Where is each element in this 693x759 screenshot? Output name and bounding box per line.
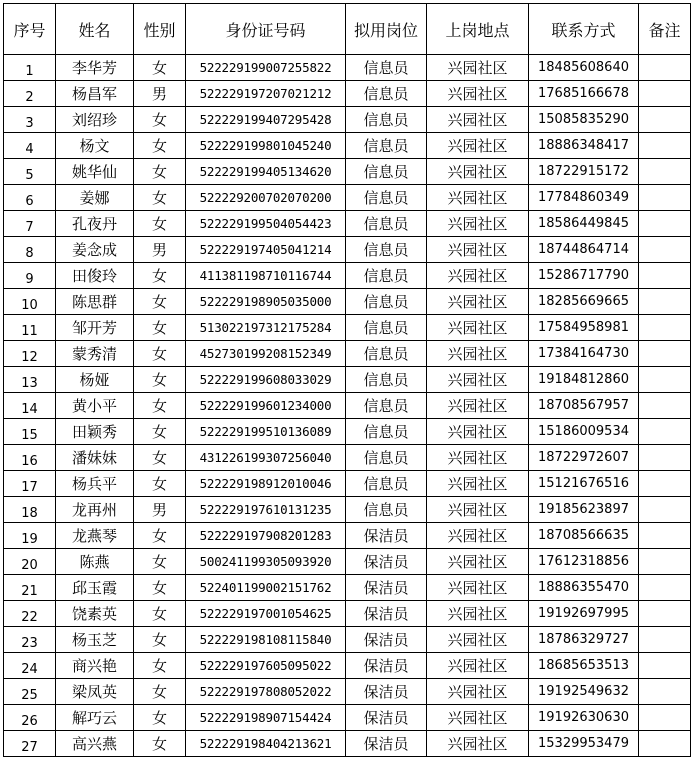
cell-place: 兴园社区 <box>427 289 529 315</box>
cell-name: 黄小平 <box>56 393 134 419</box>
cell-remarks <box>639 471 691 497</box>
cell-id-number: 500241199305093920 <box>186 549 346 575</box>
cell-index: 4 <box>4 133 56 159</box>
cell-gender: 女 <box>134 263 186 289</box>
cell-place: 兴园社区 <box>427 523 529 549</box>
cell-place: 兴园社区 <box>427 81 529 107</box>
cell-remarks <box>639 653 691 679</box>
cell-contact: 15286717790 <box>529 263 639 289</box>
cell-gender: 女 <box>134 159 186 185</box>
cell-place: 兴园社区 <box>427 627 529 653</box>
cell-gender: 女 <box>134 55 186 81</box>
cell-id-number: 522229199608033029 <box>186 367 346 393</box>
cell-place: 兴园社区 <box>427 211 529 237</box>
cell-contact: 15085835290 <box>529 107 639 133</box>
cell-gender: 女 <box>134 575 186 601</box>
cell-gender: 女 <box>134 549 186 575</box>
table-row <box>4 523 691 549</box>
cell-id-number: 522229197908201283 <box>186 523 346 549</box>
cell-index: 9 <box>4 263 56 289</box>
table-row <box>4 211 691 237</box>
table-row <box>4 601 691 627</box>
cell-gender: 女 <box>134 523 186 549</box>
cell-post: 保洁员 <box>346 653 427 679</box>
cell-index: 11 <box>4 315 56 341</box>
cell-gender: 女 <box>134 315 186 341</box>
cell-id-number: 522229199405134620 <box>186 159 346 185</box>
cell-remarks <box>639 133 691 159</box>
cell-gender: 女 <box>134 211 186 237</box>
cell-place: 兴园社区 <box>427 315 529 341</box>
cell-name: 田俊玲 <box>56 263 134 289</box>
cell-contact: 18586449845 <box>529 211 639 237</box>
cell-name: 蒙秀清 <box>56 341 134 367</box>
cell-name: 解巧云 <box>56 705 134 731</box>
cell-remarks <box>639 341 691 367</box>
cell-place: 兴园社区 <box>427 445 529 471</box>
cell-id-number: 522229199407295428 <box>186 107 346 133</box>
cell-place: 兴园社区 <box>427 549 529 575</box>
cell-contact: 18744864714 <box>529 237 639 263</box>
header-index: 序号 <box>4 4 56 55</box>
cell-index: 13 <box>4 367 56 393</box>
cell-contact: 18485608640 <box>529 55 639 81</box>
header-name: 姓名 <box>56 4 134 55</box>
cell-id-number: 522229197610131235 <box>186 497 346 523</box>
cell-place: 兴园社区 <box>427 653 529 679</box>
cell-remarks <box>639 315 691 341</box>
cell-post: 信息员 <box>346 237 427 263</box>
cell-post: 保洁员 <box>346 705 427 731</box>
cell-index: 6 <box>4 185 56 211</box>
header-place: 上岗地点 <box>427 4 529 55</box>
cell-place: 兴园社区 <box>427 185 529 211</box>
cell-name: 潘妹妹 <box>56 445 134 471</box>
cell-index: 3 <box>4 107 56 133</box>
cell-post: 信息员 <box>346 419 427 445</box>
cell-id-number: 522229197808052022 <box>186 679 346 705</box>
cell-remarks <box>639 679 691 705</box>
cell-contact: 19185623897 <box>529 497 639 523</box>
cell-remarks <box>639 263 691 289</box>
cell-id-number: 513022197312175284 <box>186 315 346 341</box>
cell-id-number: 522229197207021212 <box>186 81 346 107</box>
cell-remarks <box>639 549 691 575</box>
cell-name: 杨娅 <box>56 367 134 393</box>
cell-name: 孔夜丹 <box>56 211 134 237</box>
cell-place: 兴园社区 <box>427 679 529 705</box>
table-row <box>4 81 691 107</box>
cell-place: 兴园社区 <box>427 133 529 159</box>
cell-remarks <box>639 237 691 263</box>
personnel-table <box>3 3 691 757</box>
cell-index: 22 <box>4 601 56 627</box>
cell-remarks <box>639 627 691 653</box>
cell-post: 信息员 <box>346 471 427 497</box>
cell-remarks <box>639 575 691 601</box>
cell-name: 姚华仙 <box>56 159 134 185</box>
cell-post: 信息员 <box>346 107 427 133</box>
cell-post: 保洁员 <box>346 549 427 575</box>
cell-place: 兴园社区 <box>427 341 529 367</box>
table-row <box>4 653 691 679</box>
cell-index: 19 <box>4 523 56 549</box>
table-row <box>4 263 691 289</box>
cell-name: 刘绍珍 <box>56 107 134 133</box>
cell-contact: 17685166678 <box>529 81 639 107</box>
cell-remarks <box>639 419 691 445</box>
cell-place: 兴园社区 <box>427 367 529 393</box>
cell-contact: 18886355470 <box>529 575 639 601</box>
cell-post: 保洁员 <box>346 523 427 549</box>
cell-name: 李华芳 <box>56 55 134 81</box>
cell-name: 杨昌军 <box>56 81 134 107</box>
cell-name: 梁凤英 <box>56 679 134 705</box>
cell-contact: 15121676516 <box>529 471 639 497</box>
table-row <box>4 185 691 211</box>
cell-contact: 18722972607 <box>529 445 639 471</box>
table-row <box>4 315 691 341</box>
cell-remarks <box>639 705 691 731</box>
cell-post: 信息员 <box>346 393 427 419</box>
cell-id-number: 411381198710116744 <box>186 263 346 289</box>
cell-gender: 女 <box>134 653 186 679</box>
cell-contact: 17384164730 <box>529 341 639 367</box>
cell-remarks <box>639 81 691 107</box>
table-row <box>4 419 691 445</box>
cell-remarks <box>639 289 691 315</box>
cell-remarks <box>639 497 691 523</box>
cell-place: 兴园社区 <box>427 575 529 601</box>
cell-post: 信息员 <box>346 341 427 367</box>
cell-name: 龙再州 <box>56 497 134 523</box>
cell-index: 1 <box>4 55 56 81</box>
cell-remarks <box>639 211 691 237</box>
cell-name: 高兴燕 <box>56 731 134 757</box>
cell-name: 陈燕 <box>56 549 134 575</box>
cell-gender: 女 <box>134 705 186 731</box>
cell-place: 兴园社区 <box>427 471 529 497</box>
cell-place: 兴园社区 <box>427 237 529 263</box>
cell-name: 杨兵平 <box>56 471 134 497</box>
cell-index: 10 <box>4 289 56 315</box>
cell-contact: 17584958981 <box>529 315 639 341</box>
cell-name: 商兴艳 <box>56 653 134 679</box>
table-row <box>4 705 691 731</box>
cell-name: 饶素英 <box>56 601 134 627</box>
cell-id-number: 431226199307256040 <box>186 445 346 471</box>
cell-name: 龙燕琴 <box>56 523 134 549</box>
cell-gender: 女 <box>134 289 186 315</box>
table-row <box>4 445 691 471</box>
table-row <box>4 393 691 419</box>
cell-contact: 17612318856 <box>529 549 639 575</box>
table-row <box>4 679 691 705</box>
cell-remarks <box>639 159 691 185</box>
cell-index: 18 <box>4 497 56 523</box>
cell-name: 邱玉霞 <box>56 575 134 601</box>
cell-gender: 男 <box>134 81 186 107</box>
cell-remarks <box>639 731 691 757</box>
cell-id-number: 522229198912010046 <box>186 471 346 497</box>
cell-contact: 19184812860 <box>529 367 639 393</box>
cell-remarks <box>639 55 691 81</box>
cell-place: 兴园社区 <box>427 419 529 445</box>
cell-index: 24 <box>4 653 56 679</box>
cell-remarks <box>639 185 691 211</box>
cell-post: 保洁员 <box>346 731 427 757</box>
cell-gender: 女 <box>134 471 186 497</box>
cell-place: 兴园社区 <box>427 159 529 185</box>
cell-gender: 男 <box>134 497 186 523</box>
cell-remarks <box>639 367 691 393</box>
cell-id-number: 522229199801045240 <box>186 133 346 159</box>
cell-index: 14 <box>4 393 56 419</box>
table-body <box>4 55 691 757</box>
cell-index: 5 <box>4 159 56 185</box>
cell-gender: 女 <box>134 419 186 445</box>
table-row <box>4 575 691 601</box>
cell-name: 田颖秀 <box>56 419 134 445</box>
cell-index: 25 <box>4 679 56 705</box>
cell-name: 邹开芳 <box>56 315 134 341</box>
cell-contact: 15186009534 <box>529 419 639 445</box>
cell-id-number: 522229198907154424 <box>186 705 346 731</box>
cell-contact: 17784860349 <box>529 185 639 211</box>
cell-gender: 女 <box>134 601 186 627</box>
cell-gender: 女 <box>134 367 186 393</box>
cell-contact: 19192630630 <box>529 705 639 731</box>
cell-post: 信息员 <box>346 289 427 315</box>
cell-index: 7 <box>4 211 56 237</box>
cell-id-number: 522229197405041214 <box>186 237 346 263</box>
cell-name: 杨文 <box>56 133 134 159</box>
table-row <box>4 627 691 653</box>
cell-contact: 15329953479 <box>529 731 639 757</box>
cell-id-number: 522229198404213621 <box>186 731 346 757</box>
cell-id-number: 522229199601234000 <box>186 393 346 419</box>
table-row <box>4 237 691 263</box>
cell-index: 23 <box>4 627 56 653</box>
cell-place: 兴园社区 <box>427 705 529 731</box>
cell-contact: 19192697995 <box>529 601 639 627</box>
cell-contact: 18722915172 <box>529 159 639 185</box>
cell-place: 兴园社区 <box>427 263 529 289</box>
cell-index: 16 <box>4 445 56 471</box>
cell-name: 姜娜 <box>56 185 134 211</box>
cell-index: 12 <box>4 341 56 367</box>
cell-place: 兴园社区 <box>427 393 529 419</box>
cell-id-number: 522229200702070200 <box>186 185 346 211</box>
header-remarks: 备注 <box>639 4 691 55</box>
cell-index: 15 <box>4 419 56 445</box>
header-gender: 性别 <box>134 4 186 55</box>
cell-index: 8 <box>4 237 56 263</box>
cell-post: 信息员 <box>346 367 427 393</box>
cell-gender: 女 <box>134 107 186 133</box>
cell-id-number: 522401199002151762 <box>186 575 346 601</box>
cell-post: 信息员 <box>346 211 427 237</box>
cell-place: 兴园社区 <box>427 497 529 523</box>
cell-id-number: 522229197001054625 <box>186 601 346 627</box>
cell-remarks <box>639 445 691 471</box>
cell-gender: 女 <box>134 185 186 211</box>
cell-post: 信息员 <box>346 159 427 185</box>
cell-post: 保洁员 <box>346 679 427 705</box>
cell-gender: 女 <box>134 731 186 757</box>
cell-post: 信息员 <box>346 133 427 159</box>
header-post: 拟用岗位 <box>346 4 427 55</box>
cell-gender: 女 <box>134 393 186 419</box>
cell-name: 陈思群 <box>56 289 134 315</box>
cell-place: 兴园社区 <box>427 107 529 133</box>
cell-post: 信息员 <box>346 263 427 289</box>
table-row <box>4 497 691 523</box>
cell-contact: 18708566635 <box>529 523 639 549</box>
cell-post: 信息员 <box>346 445 427 471</box>
cell-place: 兴园社区 <box>427 601 529 627</box>
cell-id-number: 522229199007255822 <box>186 55 346 81</box>
cell-contact: 18685653513 <box>529 653 639 679</box>
table-row <box>4 367 691 393</box>
cell-id-number: 522229197605095022 <box>186 653 346 679</box>
table-row <box>4 133 691 159</box>
cell-index: 17 <box>4 471 56 497</box>
cell-remarks <box>639 393 691 419</box>
cell-post: 保洁员 <box>346 601 427 627</box>
table-row <box>4 55 691 81</box>
cell-post: 信息员 <box>346 55 427 81</box>
cell-gender: 女 <box>134 679 186 705</box>
cell-remarks <box>639 107 691 133</box>
cell-index: 26 <box>4 705 56 731</box>
table-header-row <box>4 4 691 55</box>
cell-gender: 女 <box>134 445 186 471</box>
cell-name: 杨玉芝 <box>56 627 134 653</box>
table-row <box>4 107 691 133</box>
cell-post: 信息员 <box>346 81 427 107</box>
cell-index: 21 <box>4 575 56 601</box>
cell-post: 信息员 <box>346 497 427 523</box>
cell-name: 姜念成 <box>56 237 134 263</box>
cell-gender: 女 <box>134 341 186 367</box>
cell-gender: 女 <box>134 627 186 653</box>
cell-id-number: 522229198905035000 <box>186 289 346 315</box>
cell-id-number: 452730199208152349 <box>186 341 346 367</box>
cell-index: 20 <box>4 549 56 575</box>
cell-gender: 男 <box>134 237 186 263</box>
cell-id-number: 522229198108115840 <box>186 627 346 653</box>
cell-contact: 19192549632 <box>529 679 639 705</box>
header-id-number: 身份证号码 <box>186 4 346 55</box>
cell-contact: 18708567957 <box>529 393 639 419</box>
cell-place: 兴园社区 <box>427 55 529 81</box>
cell-post: 保洁员 <box>346 627 427 653</box>
header-contact: 联系方式 <box>529 4 639 55</box>
cell-contact: 18786329727 <box>529 627 639 653</box>
cell-contact: 18886348417 <box>529 133 639 159</box>
cell-index: 27 <box>4 731 56 757</box>
cell-place: 兴园社区 <box>427 731 529 757</box>
cell-post: 保洁员 <box>346 575 427 601</box>
table-row <box>4 549 691 575</box>
table-row <box>4 471 691 497</box>
cell-gender: 女 <box>134 133 186 159</box>
table-row <box>4 341 691 367</box>
cell-id-number: 522229199504054423 <box>186 211 346 237</box>
cell-post: 信息员 <box>346 185 427 211</box>
cell-remarks <box>639 523 691 549</box>
table-row <box>4 289 691 315</box>
cell-remarks <box>639 601 691 627</box>
table-row <box>4 731 691 757</box>
table-row <box>4 159 691 185</box>
cell-post: 信息员 <box>346 315 427 341</box>
cell-contact: 18285669665 <box>529 289 639 315</box>
cell-index: 2 <box>4 81 56 107</box>
cell-id-number: 522229199510136089 <box>186 419 346 445</box>
